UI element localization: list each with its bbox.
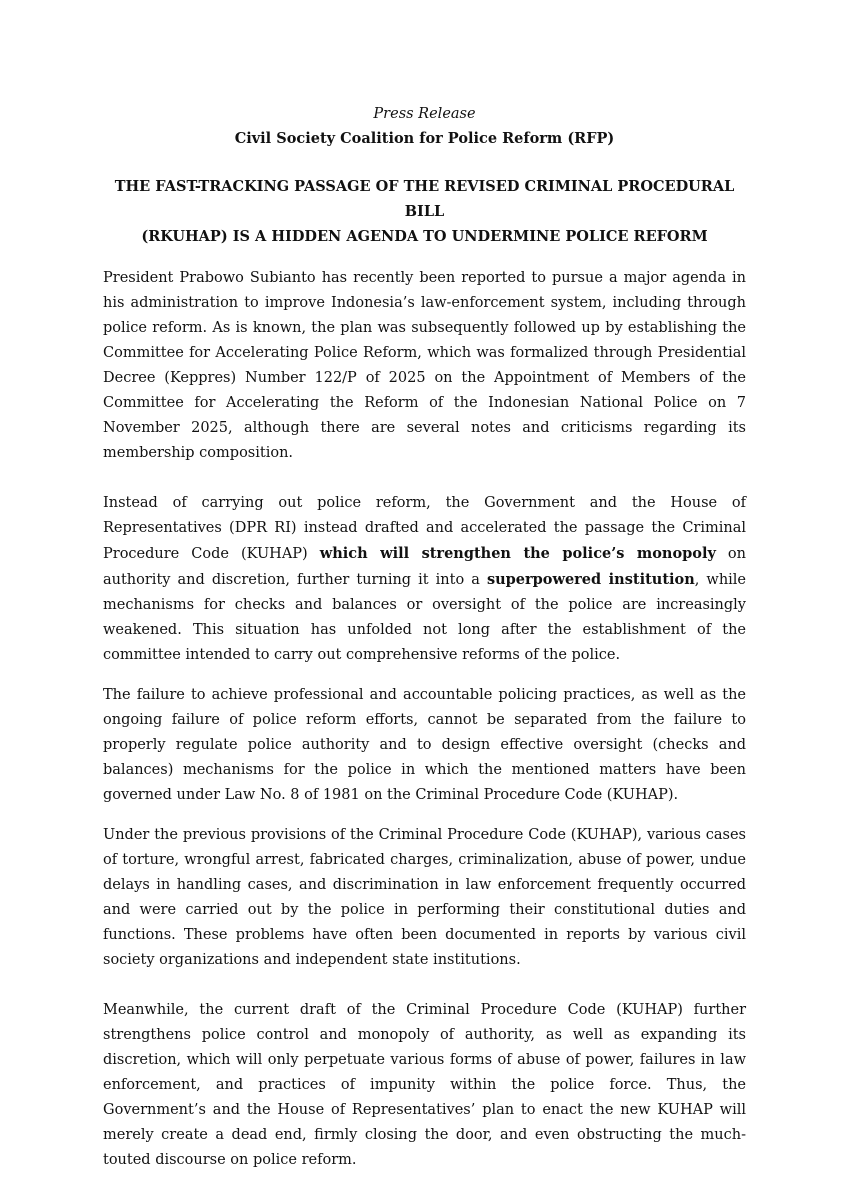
paragraph-1: President Prabowo Subianto has recently been reported to pursue a major agenda in his administration to improve Indonesia’s law-enforcement system, including through police reform. As is known, the plan was subsequently followed up by establishing the Committee for Accelerating Police Reform, which was formalized through Presidential Decree (Keppres) Number 122/P of 2025 on the Appointment of Members of the Committee for Accelerating the Reform of the Indonesian National Police on 7 November 2025, although there are several notes and criticisms regarding its membership composition. xyxy=(103,270,746,461)
organization-name: Civil Society Coalition for Police Reform (RFP) xyxy=(234,130,615,147)
paragraph-2-bold-2: superpowered institution xyxy=(486,571,695,588)
press-release-headline xyxy=(103,174,746,249)
paragraph-2-text-1: Instead of carrying out police reform, the Government and the House of Representatives (DPR RI) instead drafted and accelerated the passage the Criminal Procedure Code (KUHAP) xyxy=(103,495,746,562)
press-release-page xyxy=(103,104,746,1173)
paragraph-2-bold-1: which will strengthen the police’s monopoly xyxy=(319,545,716,562)
paragraph-3: The failure to achieve professional and accountable policing practices, as well as the ongoing failure of police reform efforts, cannot be separated from the failure to properly regulate police authority and to design effective oversight (checks and balances) mechanisms for the police in which the mentioned matters have been governed under Law No. 8 of 1981 on the Criminal Procedure Code (KUHAP). xyxy=(103,687,746,803)
document-type-label: Press Release xyxy=(373,106,476,122)
paragraph-2-text-3: , while mechanisms for checks and balances or oversight of the police are increasingly weakened. This situation has unfolded not long after the establishment of the committee intended to carry out comprehensive reforms of the police. xyxy=(103,572,747,663)
headline-line-2: (RKUHAP) IS A HIDDEN AGENDA TO UNDERMINE POLICE REFORM xyxy=(141,228,708,245)
headline-line-1: THE FAST-TRACKING PASSAGE OF THE REVISED CRIMINAL PROCEDURAL BILL xyxy=(114,178,735,220)
paragraph-2 xyxy=(103,491,746,668)
paragraph-4: Under the previous provisions of the Criminal Procedure Code (KUHAP), various cases of torture, wrongful arrest, fabricated charges, criminalization, abuse of power, undue delays in handling cases, and discrimination in law enforcement frequently occurred and were carried out by the police in performing their constitutional duties and functions. These problems have often been documented in reports by various civil society organizations and independent state institutions. xyxy=(103,827,746,968)
paragraph-5: Meanwhile, the current draft of the Criminal Procedure Code (KUHAP) further strengthens police control and monopoly of authority, as well as expanding its discretion, which will only perpetuate various forms of abuse of power, failures in law enforcement, and practices of impunity within the police force. Thus, the Government’s and the House of Representatives’ plan to enact the new KUHAP will merely create a dead end, firmly closing the door, and even obstructing the much-touted discourse on police reform. xyxy=(103,1002,746,1168)
paragraph-2-text-2: on authority and discretion, further turning it into a xyxy=(103,546,746,588)
